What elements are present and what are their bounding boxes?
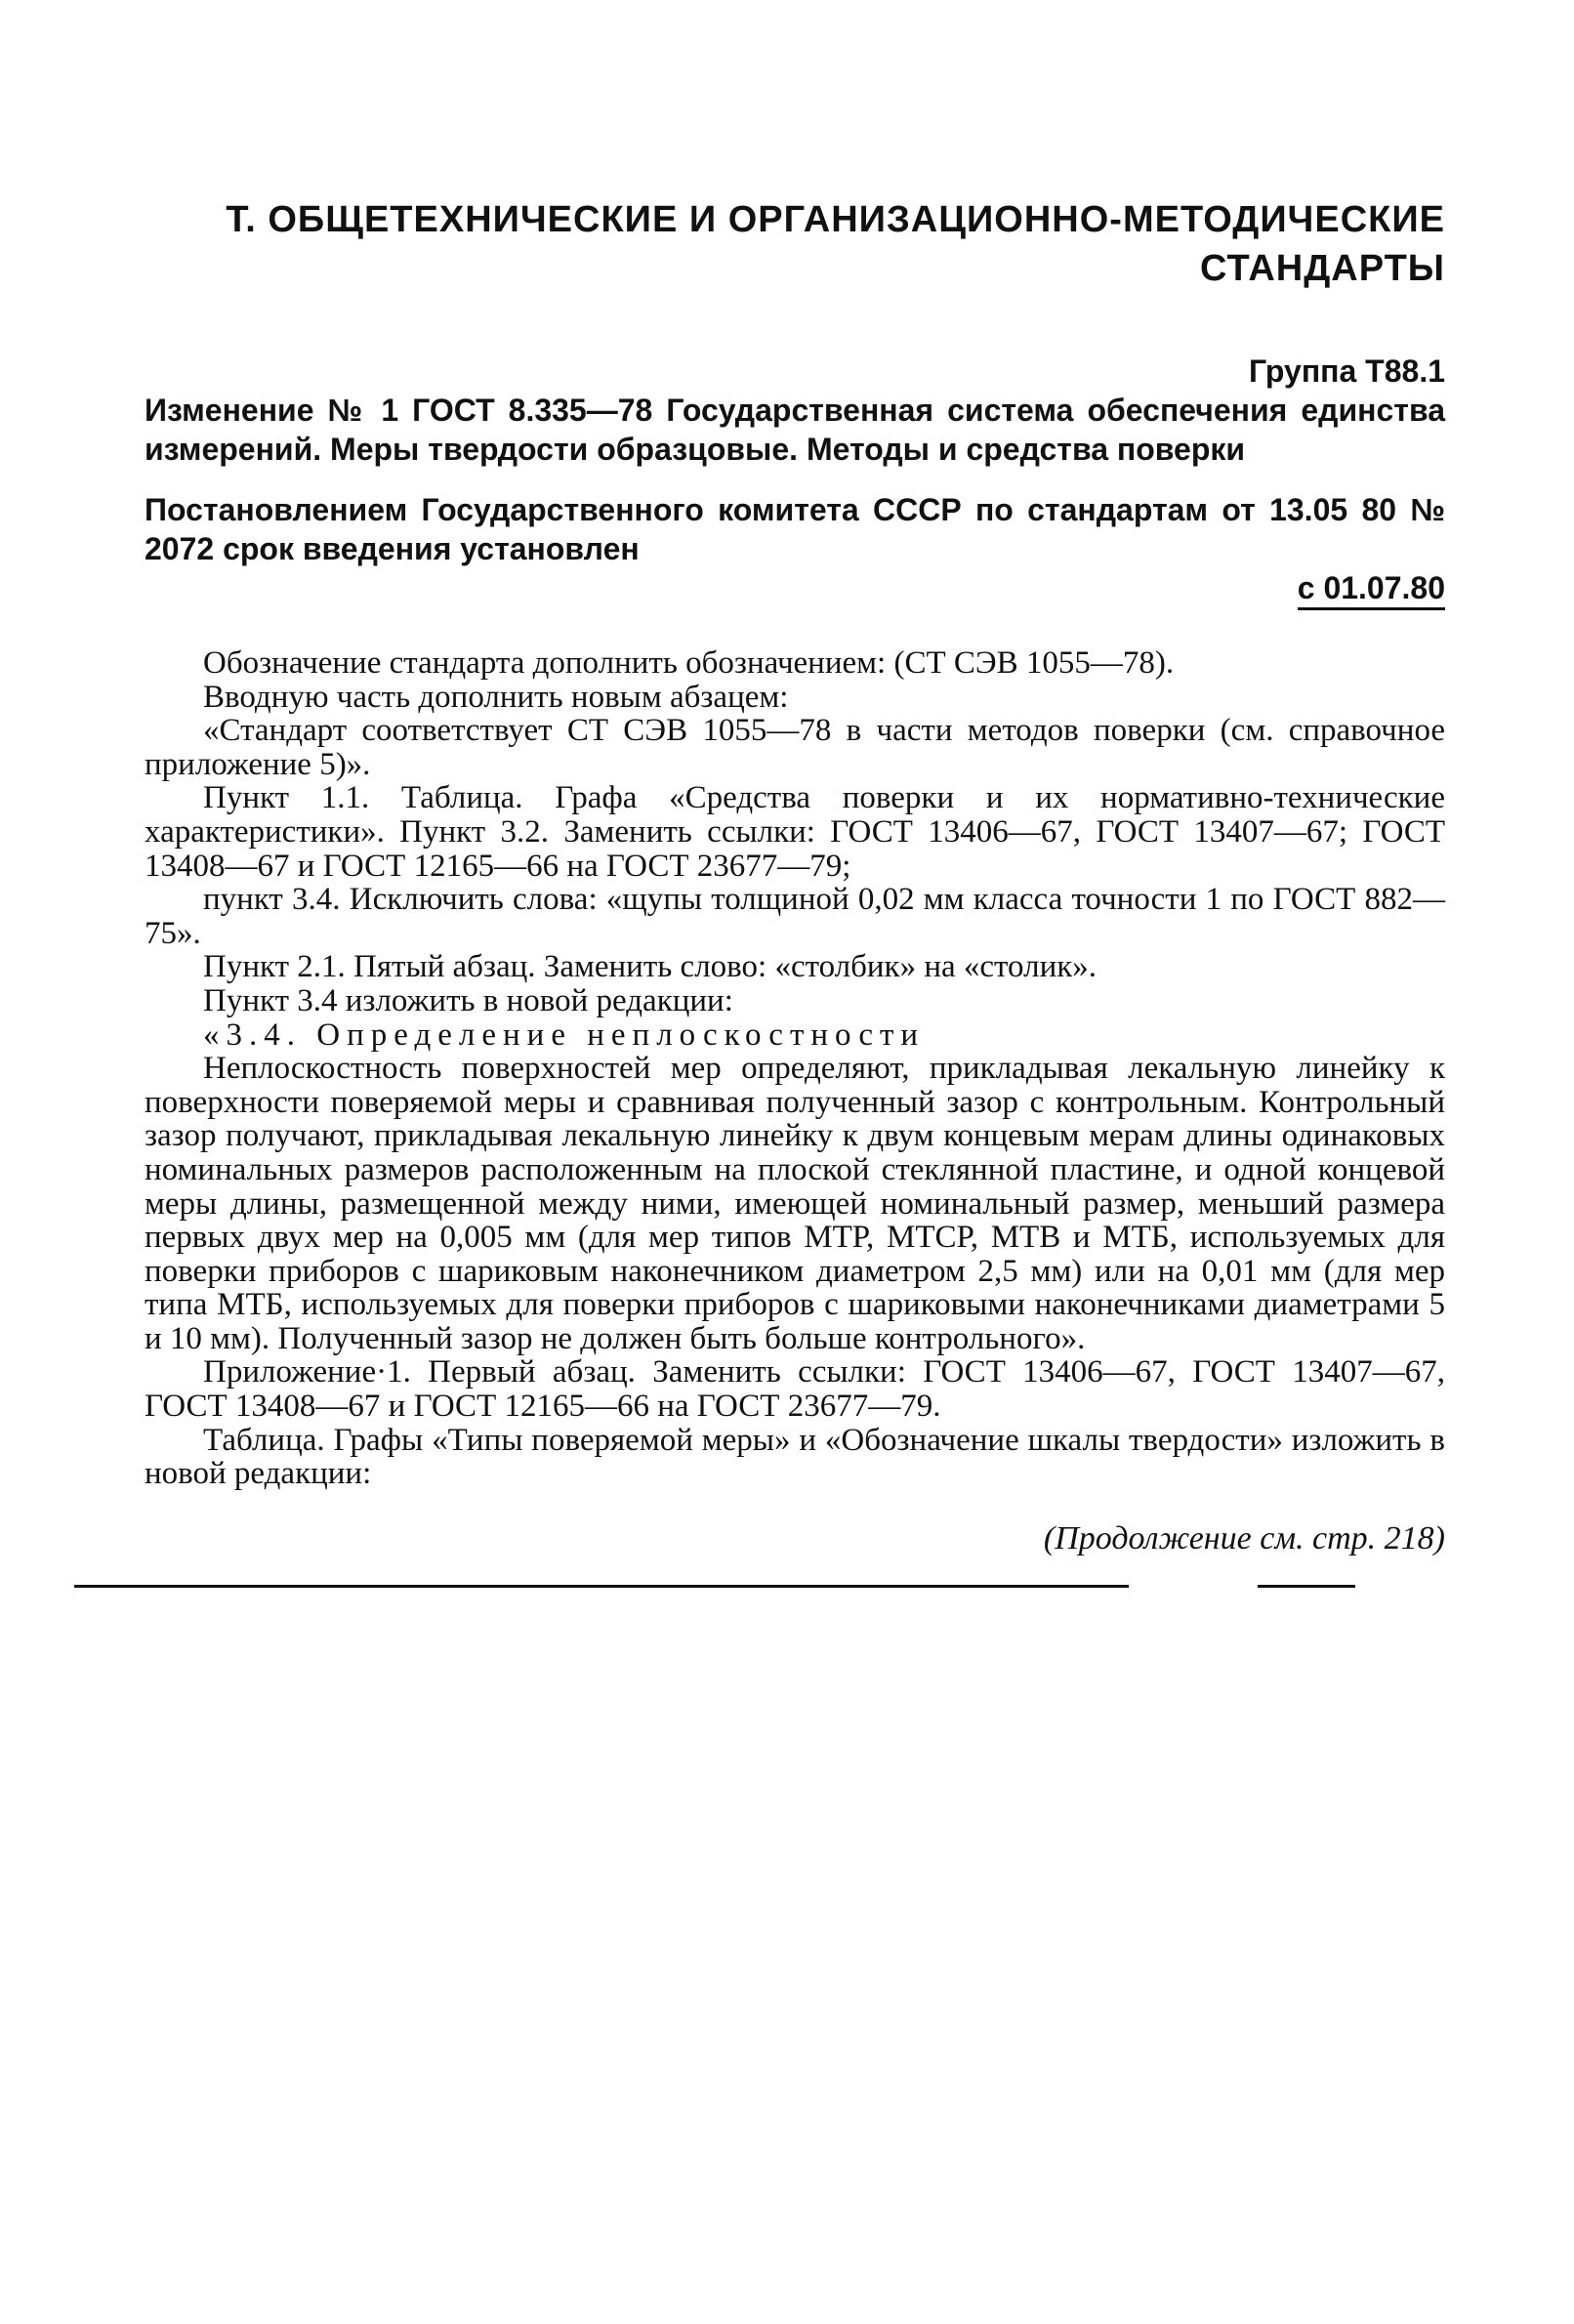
paragraph-subheading-flatness: «3.4. Определение неплоскостности: [203, 1017, 926, 1053]
group-label: Группа Т88.1: [1248, 353, 1445, 389]
decree-text: Постановлением Государственного комитета СССР по стандартам от 13.05 80 № 2072 срок введения установлен: [145, 492, 1445, 566]
footer-rules: [145, 1585, 1445, 1604]
footer-rule-long: [74, 1585, 1129, 1588]
section-title-line-1: Т. ОБЩЕТЕХНИЧЕСКИЕ И ОРГАНИЗАЦИОННО-МЕТОДИЧЕСКИЕ: [226, 199, 1445, 240]
paragraph-intro-add: Вводную часть дополнить новым абзацем:: [203, 679, 789, 715]
paragraph-compliance: «Стандарт соответствует СТ СЭВ 1055—78 в части методов поверки (см. справочное приложение 5)».: [145, 713, 1445, 782]
amendment-body: [145, 646, 1445, 1491]
section-title: [145, 195, 1445, 293]
amendment-heading: Изменение № 1 ГОСТ 8.335—78 Государственная система обеспечения единства измерений. Меры твердости образцовые. Методы и средства поверки: [145, 393, 1445, 467]
paragraph-item-3-4-new: Пункт 3.4 изложить в новой редакции:: [203, 982, 733, 1018]
paragraph-table-columns: Таблица. Графы «Типы поверяемой меры» и «Обозначение шкалы твердости» изложить в новой редакции:: [145, 1422, 1445, 1492]
paragraph-designation: Обозначение стандарта дополнить обозначением: (СТ СЭВ 1055—78).: [203, 645, 1175, 681]
paragraph-item-1-1: Пункт 1.1. Таблица. Графа «Средства поверки и их нормативно-технические характеристики». Пункт 3.2. Заменить ссылки: ГОСТ 13406—67, ГОСТ 13407—67; ГОСТ 13408—67 и ГОСТ 12165—66 на ГОСТ 23677—79;: [145, 780, 1445, 884]
document-page: [145, 195, 1445, 1604]
section-title-line-2: СТАНДАРТЫ: [1200, 248, 1445, 289]
paragraph-item-2-1: Пункт 2.1. Пятый абзац. Заменить слово: «столбик» на «столик».: [203, 949, 1098, 985]
footer-rule-short: [1258, 1585, 1355, 1588]
paragraph-flatness-method: Неплоскостность поверхностей мер определяют, прикладывая лекальную линейку к поверхности поверяемой меры и сравнивая полученный зазор с контрольным. Контрольный зазор получают, прикладывая лекальную линейку к двум концевым мерам длины одинаковых номинальных размеров расположенным на плоской стеклянной пластине, и одной концевой меры длины, размещенной между ними, имеющей номинальный размер, меньший размера первых двух мер на 0,005 мм (для мер типов МТР, МТСР, МТВ и МТБ, используемых для поверки приборов с шариковым наконечником диаметром 2,5 мм) или на 0,01 мм (для мер типа МТБ, используемых для поверки приборов с шариковыми наконечниками диаметрами 5 и 10 мм). Полученный зазор не должен быть больше контрольного».: [145, 1051, 1445, 1356]
continuation-note: (Продолжение см. стр. 218): [1043, 1519, 1445, 1556]
effective-date: [145, 568, 1445, 607]
paragraph-appendix-1: Приложение·1. Первый абзац. Заменить ссылки: ГОСТ 13406—67, ГОСТ 13407—67, ГОСТ 13408—67 и ГОСТ 12165—66 на ГОСТ 23677—79.: [145, 1354, 1445, 1425]
paragraph-item-3-4-exclude: пункт 3.4. Исключить слова: «щупы толщиной 0,02 мм класса точности 1 по ГОСТ 882—75».: [145, 882, 1445, 951]
effective-date-value: с 01.07.80: [1298, 570, 1445, 610]
